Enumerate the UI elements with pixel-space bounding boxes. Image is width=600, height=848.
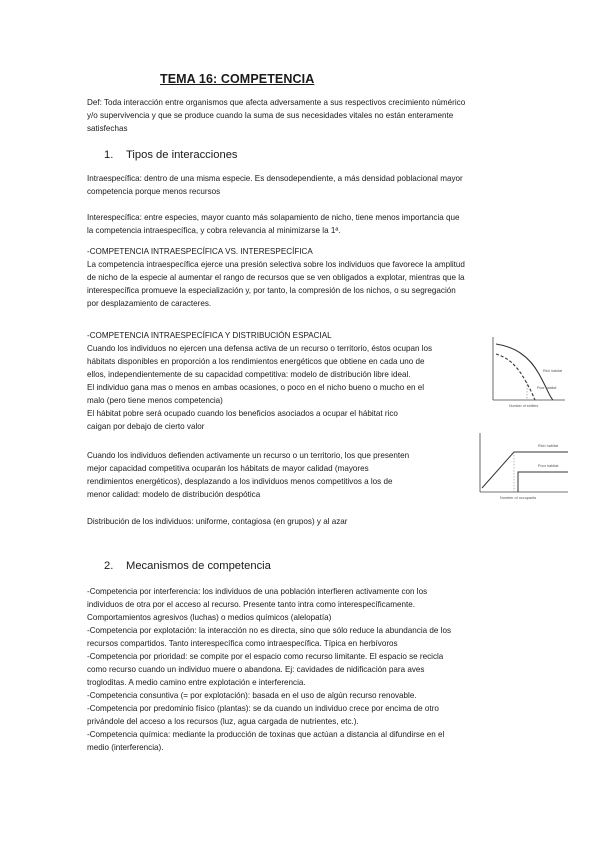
paragraph-line: privándole del acceso a los recursos (luz, agua cargada de nutrientes, etc.). xyxy=(87,717,359,726)
curve-label-poor: Poor habitat xyxy=(537,386,557,390)
figure-x-label: Number of settlers xyxy=(509,404,539,408)
section-title: Tipos de interacciones xyxy=(126,149,238,161)
paragraph-line: Intraespecífica: dentro de una misma especie. Es densodependiente, a más densidad poblacional mayor xyxy=(87,174,463,183)
paragraph-line: caigan por debajo de cierto valor xyxy=(87,422,205,431)
section-number: 1. xyxy=(104,149,114,161)
paragraph-line: -Competencia por predominio físico (plantas): se da cuando un individuo crece por encima de otro xyxy=(87,704,439,713)
paragraph-line: Interespecífica: entre especies, mayor cuanto más solapamiento de nicho, tiene menos importancia que xyxy=(87,213,460,222)
section-heading-2 xyxy=(104,560,271,572)
definition-line: Def: Toda interacción entre organismos que afecta adversamente a sus respectivos crecimiento númérico xyxy=(87,98,466,107)
subheading: -COMPETENCIA INTRAESPECÍFICA Y DISTRIBUCIÓN ESPACIAL xyxy=(87,331,332,340)
paragraph-line: medio (interferencia). xyxy=(87,743,164,752)
paragraph-line: Cuando los individuos no ejercen una defensa activa de un recurso o territorio, éstos ocupan los xyxy=(87,344,433,353)
curve-label-rich: Rich habitat xyxy=(543,369,562,373)
paragraph-line: mejor capacidad competitiva ocuparán los hábitats de mayor calidad (mayores xyxy=(87,464,369,473)
rich-habitat-line xyxy=(482,452,568,488)
paragraph-line: -Competencia por prioridad: se compite por el espacio como recurso limitante. El espacio se recicla xyxy=(87,652,444,661)
paragraph-line: ellos, independientemente de su capacidad competitiva: modelo de distribución libre ideal. xyxy=(87,370,411,379)
paragraph-line: como recurso cuando un individuo muere o abandona. Ej: cavidades de nidificación para aves xyxy=(87,665,425,674)
paragraph-line: malo (pero tiene menos competencia) xyxy=(87,396,223,405)
paragraph-line: Cuando los individuos defienden activamente un recurso o un territorio, los que presenten xyxy=(87,451,410,460)
section-heading-1 xyxy=(104,149,238,161)
paragraph-line: rendimientos energéticos), desplazando a los individuos menos competitivos a los de xyxy=(87,477,393,486)
paragraph-line: -Competencia por explotación: la interacción no es directa, sino que sólo reduce la abundancia de los xyxy=(87,626,451,635)
paragraph-line: competencia porque menos recursos xyxy=(87,187,221,196)
page-title: TEMA 16: COMPETENCIA xyxy=(160,72,315,86)
curve-label-rich: Rich habitat xyxy=(538,444,559,448)
paragraph-line: la competencia intraespecífica, y cobra relevancia al minimizarse la 1ª. xyxy=(87,226,341,235)
definition-line: satisfechas xyxy=(87,124,128,133)
paragraph-line: trogloditas. A medio camino entre explotación e interferencia. xyxy=(87,678,306,687)
paragraph-line: por desplazamiento de caracteres. xyxy=(87,299,212,308)
curve-label-poor: Poor habitat xyxy=(538,464,559,468)
subheading: -COMPETENCIA INTRAESPECÍFICA VS. INTERESPECÍFICA xyxy=(87,247,313,256)
paragraph-line: de nicho de la especie al aumentar el rango de recursos que se ven obligados a explotar, mientras que la xyxy=(87,273,465,282)
paragraph-line: interespecífica promueve la especialización y, por tanto, la compresión de los nichos, o su segregación xyxy=(87,286,456,295)
section-number: 2. xyxy=(104,560,114,572)
poor-habitat-line xyxy=(518,472,568,492)
ideal-free-distribution-figure xyxy=(487,332,567,412)
paragraph-line: menor calidad: modelo de distribución despótica xyxy=(87,490,261,499)
section-title: Mecanismos de competencia xyxy=(126,560,271,572)
definition-line: y/o supervivencia y que se produce cuando la suma de sus necesidades vitales no están enteramente xyxy=(87,111,454,120)
paragraph-line: El individuo gana mas o menos en ambas ocasiones, o poco en el nicho bueno o mucho en el xyxy=(87,383,425,392)
paragraph-line: recursos compartidos. Tanto interespecífica como intraespecífica. Típica en herbívoros xyxy=(87,639,398,648)
paragraph-line: Comportamientos agresivos (luchas) o medios químicos (alelopatía) xyxy=(87,613,332,622)
paragraph-line: hábitats disponibles en proporción a los rendimientos energéticos que obtiene en cada uno de xyxy=(87,357,425,366)
paragraph-line: individuos de otra por el acceso al recurso. Presente tanto intra como interespecíficamente. xyxy=(87,600,415,609)
despotic-distribution-figure xyxy=(466,428,574,504)
paragraph-line: -Competencia química: mediante la producción de toxinas que actúan a distancia al difundirse en el xyxy=(87,730,445,739)
paragraph-line: -Competencia por interferencia: los individuos de una población interfieren activamente con los xyxy=(87,587,428,596)
paragraph-line: El hábitat pobre será ocupado cuando los beneficios asociados a ocupar el hábitat rico xyxy=(87,409,398,418)
paragraph-line: La competencia intraespecífica ejerce una presión selectiva sobre los individuos que favorece la amplitud xyxy=(87,260,465,269)
figure-x-label: Number of occupants xyxy=(500,496,537,500)
paragraph-line: Distribución de los individuos: uniforme, contagiosa (en grupos) y al azar xyxy=(87,517,348,526)
paragraph-line: -Competencia consuntiva (= por explotación): basada en el uso de algún recurso renovable. xyxy=(87,691,417,700)
